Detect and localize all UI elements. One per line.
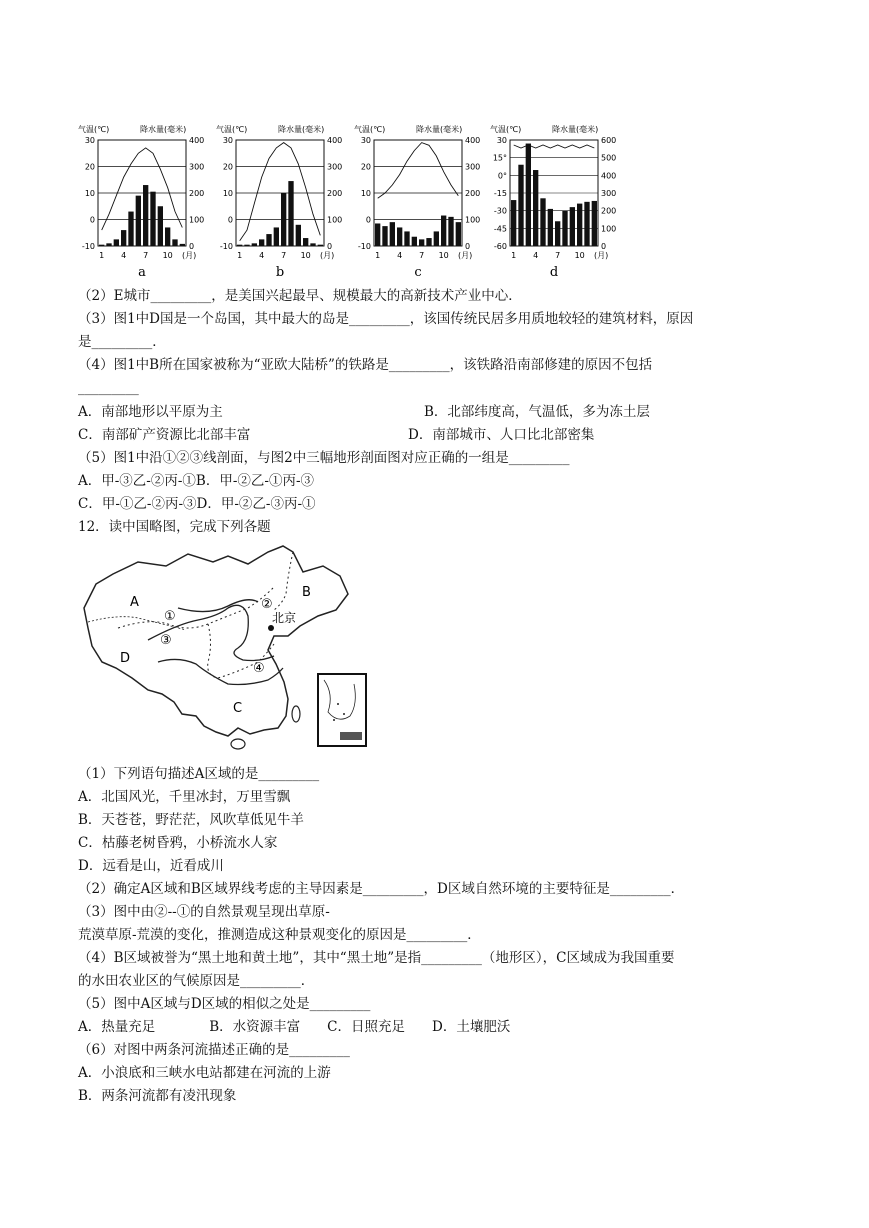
rain-bar — [244, 245, 249, 246]
s6-text: （6）对图中两条河流描述正确的是_________ — [78, 1042, 350, 1058]
month-tick-label: 10 — [438, 251, 449, 260]
chart-rain-header: 降水量(毫米) — [140, 125, 187, 134]
temp-line — [378, 143, 459, 199]
rain-bar — [434, 231, 439, 246]
s1-option-b: B．天苍苍，野茫茫，风吹草低见牛羊 — [78, 812, 304, 828]
temp-tick-label: 10 — [84, 189, 95, 198]
rain-bar — [375, 223, 380, 246]
temp-tick-label: 20 — [84, 162, 95, 172]
rain-bar — [274, 227, 279, 246]
s5-options: A．热量充足 B．水资源丰富 C．日照充足 D．土壤肥沃 — [78, 1019, 511, 1035]
q5-options-ab: A．甲-③乙-②丙-①B．甲-②乙-①丙-③ — [78, 473, 315, 489]
s2-text: （2）确定A区域和B区域界线考虑的主导因素是_________，D区域自然环境的主要特征是_________． — [78, 881, 685, 897]
rain-bar — [584, 202, 589, 246]
q5-options-cd: C．甲-①乙-②丙-③D．甲-②乙-③丙-① — [78, 496, 316, 512]
rain-bar — [252, 243, 257, 246]
rain-bar — [533, 170, 538, 246]
rain-bar — [310, 243, 315, 246]
month-tick-label: 1 — [511, 251, 517, 260]
month-unit-label: (月) — [320, 251, 335, 260]
rain-tick-label: 400 — [189, 136, 205, 145]
q4-option-a: A．南部地形以平原为主 — [78, 404, 223, 420]
rain-tick-label: 200 — [189, 189, 205, 198]
s4-text-line1: （4）B区域被誉为“黑土地和黄土地”，其中“黑土地”是指_________（地形区），C区域成为我国重要 — [78, 950, 675, 966]
mark-4-label: ④ — [253, 661, 265, 676]
rain-bar — [281, 193, 286, 246]
rain-bar — [562, 211, 567, 246]
rain-bar — [128, 212, 133, 246]
china-map — [78, 544, 378, 756]
month-tick-label: 10 — [574, 251, 585, 260]
q4-option-c: C．南部矿产资源比北部丰富 — [78, 427, 251, 443]
rain-bar — [99, 245, 104, 246]
month-unit-label: (月) — [458, 251, 473, 260]
month-unit-label: (月) — [594, 251, 609, 260]
temp-line — [240, 143, 321, 241]
region-b-label: B — [302, 585, 311, 600]
chart-letter-label: c — [414, 265, 422, 280]
chart-temp-header: 气温(℃) — [490, 125, 522, 134]
mark-3-label: ③ — [160, 633, 172, 648]
rain-bar — [390, 222, 395, 246]
rain-bar — [577, 204, 582, 246]
rain-bar — [441, 216, 446, 246]
climate-chart-c — [354, 124, 480, 280]
rain-bar — [518, 165, 523, 246]
chart-rain-header: 降水量(毫米) — [416, 125, 463, 134]
chart-letter-label: a — [138, 265, 146, 280]
rain-bar — [303, 238, 308, 246]
rain-tick-label: 400 — [465, 136, 481, 145]
rain-tick-label: 500 — [601, 153, 617, 163]
temp-line — [102, 148, 183, 230]
rain-tick-label: 600 — [601, 136, 617, 145]
temp-tick-label: -10 — [357, 242, 371, 251]
rain-bar — [143, 185, 148, 246]
chart-temp-header: 气温(℃) — [216, 125, 248, 134]
rain-tick-label: 400 — [327, 136, 343, 145]
rain-tick-label: 300 — [601, 189, 617, 198]
chart-letter-label: b — [275, 265, 285, 280]
month-tick-label: 10 — [300, 251, 311, 260]
mark-1-label: ① — [164, 609, 176, 624]
rain-tick-label: 100 — [601, 224, 617, 234]
q3-text-line2: 是_________． — [78, 334, 166, 350]
rain-tick-label: 100 — [327, 215, 343, 225]
s5-text: （5）图中A区域与D区域的相似之处是_________ — [78, 996, 371, 1012]
rain-bar — [456, 222, 461, 246]
rain-bar — [172, 239, 177, 246]
temp-tick-label: 10 — [222, 189, 233, 198]
temp-tick-label: 0 — [89, 215, 95, 225]
temp-tick-label: 15° — [492, 153, 507, 163]
rain-bar — [548, 209, 553, 246]
rain-bar — [106, 243, 111, 246]
temp-tick-label: 20 — [222, 162, 233, 172]
s1-option-c: C．枯藤老树昏鸦，小桥流水人家 — [78, 835, 278, 851]
rain-bar — [419, 239, 424, 246]
rain-bar — [448, 217, 453, 246]
region-d-label: D — [120, 651, 131, 666]
month-tick-label: 4 — [397, 251, 403, 260]
climate-chart-b — [216, 124, 342, 280]
temp-tick-label: 0 — [227, 215, 233, 225]
rain-tick-label: 200 — [601, 206, 617, 216]
month-tick-label: 7 — [143, 251, 149, 260]
rain-bar — [288, 181, 293, 246]
q2-text: （2）E城市_________，是美国兴起最早、规模最大的高新技术产业中心． — [78, 288, 522, 304]
s3-text-line1: （3）图中由②--①的自然景观呈现出草原- — [78, 904, 330, 920]
temp-tick-label: 30 — [222, 136, 233, 145]
rain-tick-label: 200 — [465, 189, 481, 198]
q5-text: （5）图1中沿①②③线剖面，与图2中三幅地形剖面图对应正确的一组是_________ — [78, 450, 570, 466]
rain-bar — [121, 230, 126, 246]
temp-tick-label: -30 — [493, 206, 507, 216]
rain-tick-label: 400 — [601, 171, 617, 181]
region-c-label: C — [233, 701, 243, 716]
rain-bar — [259, 239, 264, 246]
chart-temp-header: 气温(℃) — [354, 125, 386, 134]
month-tick-label: 4 — [259, 251, 265, 260]
rain-bar — [180, 244, 185, 246]
temp-tick-label: 20 — [360, 162, 371, 172]
temp-tick-label: -10 — [81, 242, 95, 251]
month-tick-label: 7 — [419, 251, 425, 260]
rain-bar — [540, 198, 545, 246]
rain-bar — [426, 238, 431, 246]
rain-tick-label: 0 — [327, 242, 333, 251]
rain-bar — [397, 227, 402, 246]
rain-bar — [114, 239, 119, 246]
climate-chart-d — [490, 124, 616, 280]
month-tick-label: 7 — [555, 251, 561, 260]
rain-bar — [158, 206, 163, 246]
temp-tick-label: 30 — [360, 136, 371, 145]
beijing-label: 北京 — [272, 611, 297, 625]
rain-bar — [404, 231, 409, 246]
rain-bar — [296, 225, 301, 246]
month-unit-label: (月) — [182, 251, 197, 260]
rain-tick-label: 300 — [327, 162, 343, 172]
s4-text-line2: 的水田农业区的气候原因是_________． — [78, 973, 315, 989]
rain-tick-label: 300 — [189, 162, 205, 172]
rain-tick-label: 200 — [327, 189, 343, 198]
rain-bar — [150, 192, 155, 246]
temp-tick-label: 0 — [365, 215, 371, 225]
climate-charts — [78, 118, 623, 286]
mark-2-label: ② — [261, 597, 273, 612]
q3-text-line1: （3）图1中D国是一个岛国，其中最大的岛是_________，该国传统民居多用质地较轻的建筑材料，原因 — [78, 311, 694, 327]
rain-tick-label: 100 — [465, 215, 481, 225]
chart-rain-header: 降水量(毫米) — [278, 125, 325, 134]
china-outline — [84, 546, 348, 736]
rain-bar — [526, 144, 531, 246]
s1-option-a: A．北国风光，千里冰封，万里雪飘 — [78, 789, 291, 805]
region-a-label: A — [130, 595, 139, 610]
temp-tick-label: 30 — [496, 136, 507, 145]
rain-tick-label: 0 — [465, 242, 471, 251]
temp-tick-label: -60 — [493, 242, 507, 251]
rain-tick-label: 0 — [189, 242, 195, 251]
climate-chart-a — [78, 124, 204, 280]
s3-text-line2: 荒漠草原-荒漠的变化，推测造成这种景观变化的原因是_________． — [78, 927, 481, 943]
rain-tick-label: 100 — [189, 215, 205, 225]
rain-bar — [382, 226, 387, 246]
chart-rain-header: 降水量(毫米) — [552, 125, 599, 134]
temp-tick-label: 10 — [360, 189, 371, 198]
temp-tick-label: -45 — [493, 224, 507, 234]
rain-bar — [592, 201, 597, 246]
rain-tick-label: 0 — [601, 242, 607, 251]
rain-bar — [555, 221, 560, 246]
q4-text-line1: （4）图1中B所在国家被称为“亚欧大陆桥”的铁路是_________，该铁路沿南部修建的原因不包括 — [78, 357, 653, 373]
month-tick-label: 4 — [533, 251, 539, 260]
rain-bar — [511, 200, 516, 246]
rain-bar — [136, 196, 141, 246]
q4-option-b: B．北部纬度高，气温低，多为冻土层 — [424, 404, 650, 420]
month-tick-label: 4 — [121, 251, 127, 260]
q4-option-d: D．南部城市、人口比北部密集 — [408, 427, 595, 443]
rain-bar — [266, 234, 271, 246]
temp-tick-label: -10 — [219, 242, 233, 251]
temp-tick-label: -15 — [493, 189, 507, 198]
s1-text: （1）下列语句描述A区域的是_________ — [78, 766, 320, 782]
s1-option-d: D．远看是山，近看成川 — [78, 858, 224, 874]
temp-tick-label: 30 — [84, 136, 95, 145]
rain-bar — [318, 245, 323, 246]
month-tick-label: 7 — [281, 251, 287, 260]
beijing-dot — [268, 625, 274, 631]
month-tick-label: 10 — [162, 251, 173, 260]
rain-bar — [570, 207, 575, 246]
rain-bar — [165, 227, 170, 246]
s6-option-a: A．小浪底和三峡水电站都建在河流的上游 — [78, 1065, 331, 1081]
rain-bar — [412, 237, 417, 246]
chart-letter-label: d — [549, 265, 559, 280]
q4-text-line2: _________ — [78, 380, 139, 396]
s6-option-b: B．两条河流都有凌汛现象 — [78, 1088, 237, 1104]
month-tick-label: 1 — [237, 251, 243, 260]
q12-heading: 12．读中国略图，完成下列各题 — [78, 519, 271, 535]
month-tick-label: 1 — [375, 251, 381, 260]
rain-bar — [237, 245, 242, 246]
temp-tick-label: 0° — [497, 171, 507, 181]
rain-tick-label: 300 — [465, 162, 481, 172]
month-tick-label: 1 — [99, 251, 105, 260]
chart-temp-header: 气温(℃) — [78, 125, 110, 134]
